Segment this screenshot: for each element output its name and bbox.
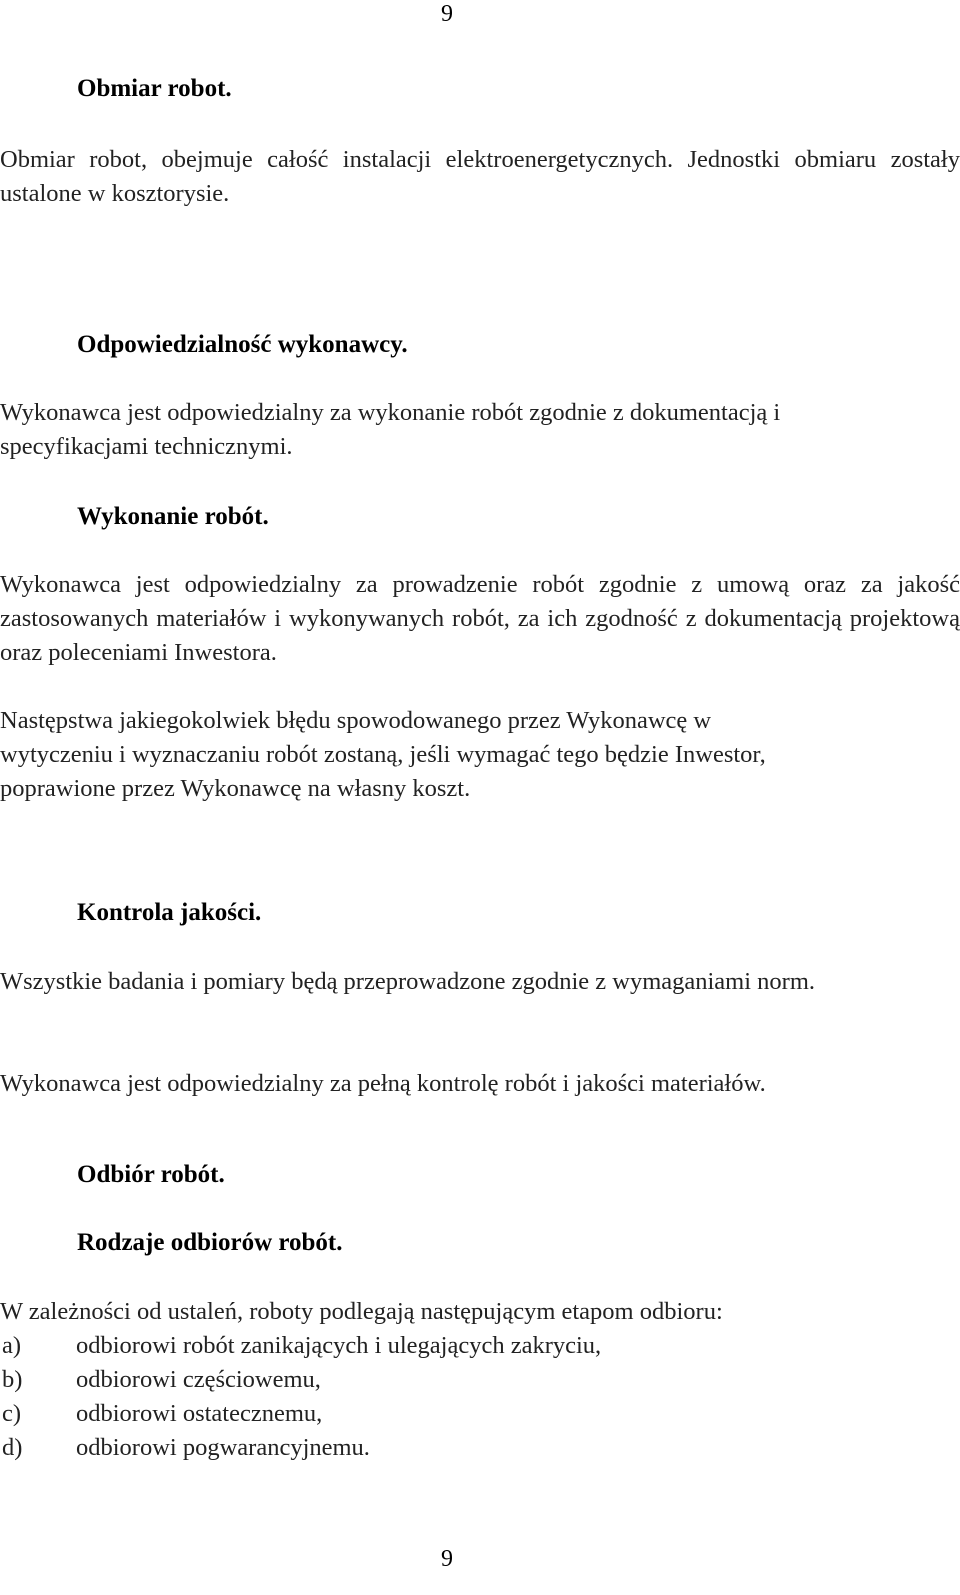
list-marker: b) [2, 1366, 23, 1393]
list-item-text: odbiorowi robót zanikających i ulegających zakryciu, [76, 1332, 602, 1359]
list-item-text: odbiorowi ostatecznemu, [76, 1400, 323, 1427]
subheading-rodzaje-odbiorow: Rodzaje odbiorów robót. [77, 1229, 343, 1256]
paragraph-line: poprawione przez Wykonawcę na własny koszt. [0, 775, 471, 802]
heading-obmiar: Obmiar robot. [77, 75, 232, 102]
list-marker: d) [2, 1434, 23, 1461]
list-item-text: odbiorowi pogwarancyjnemu. [76, 1434, 370, 1461]
paragraph-odpowiedzialnosc [0, 396, 960, 464]
paragraph-obmiar: Obmiar robot, obejmuje całość instalacji elektroenergetycznych. Jednostki obmiaru zostały ustalone w kosztorysie. [0, 146, 960, 207]
heading-odpowiedzialnosc: Odpowiedzialność wykonawcy. [77, 331, 408, 358]
paragraph-wykonanie-1: Wykonawca jest odpowiedzialny za prowadzenie robót zgodnie z umową oraz za jakość zastosowanych materiałów i wykonywanych robót, za ich zgodność z dokumentacją projektową oraz poleceniami Inwestora. [0, 571, 960, 666]
list-item-text: odbiorowi częściowemu, [76, 1366, 321, 1393]
paragraph-line: Wykonawca jest odpowiedzialny za wykonanie robót zgodnie z dokumentacją i [0, 399, 781, 426]
paragraph-line: specyfikacjami technicznymi. [0, 433, 293, 460]
list-marker: a) [2, 1332, 22, 1359]
paragraph-wykonanie-2 [0, 704, 960, 806]
page-number-bottom: 9 [441, 1546, 453, 1572]
paragraph-line: wytyczeniu i wyznaczaniu robót zostaną, jeśli wymagać tego będzie Inwestor, [0, 741, 766, 768]
heading-odbior: Odbiór robót. [77, 1161, 225, 1188]
paragraph-kontrola-2: Wykonawca jest odpowiedzialny za pełną kontrolę robót i jakości materiałów. [0, 1070, 766, 1097]
paragraph-odbior-intro: W zależności od ustaleń, roboty podlegają następującym etapom odbioru: [0, 1298, 723, 1325]
heading-wykonanie: Wykonanie robót. [77, 503, 269, 530]
page-number-top: 9 [441, 1, 453, 27]
paragraph-kontrola-1: Wszystkie badania i pomiary będą przeprowadzone zgodnie z wymaganiami norm. [0, 968, 816, 995]
list-marker: c) [2, 1400, 22, 1427]
heading-kontrola: Kontrola jakości. [77, 899, 262, 926]
paragraph-line: Następstwa jakiegokolwiek błędu spowodowanego przez Wykonawcę w [0, 707, 712, 734]
